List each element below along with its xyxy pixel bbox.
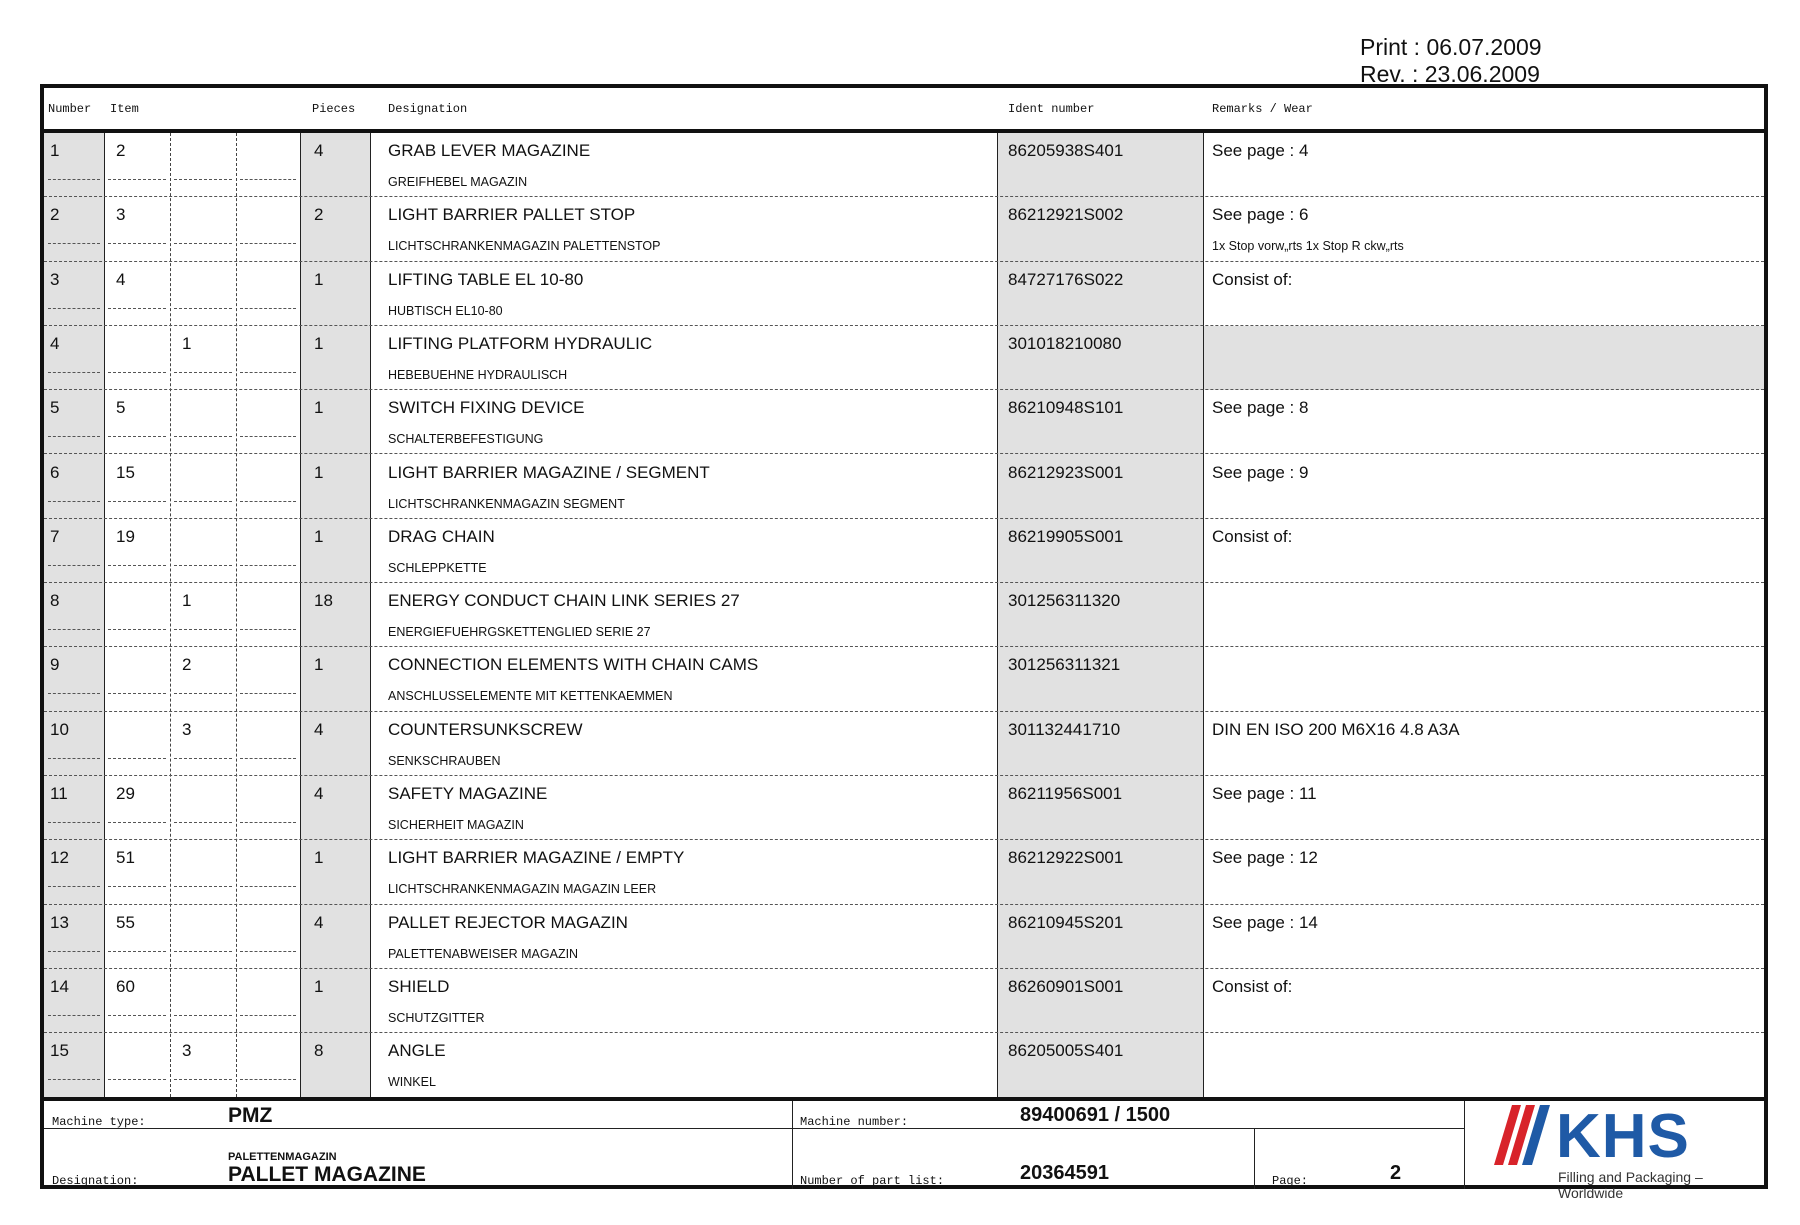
row-designation-de: SCHLEPPKETTE [388, 560, 487, 575]
row-number: 2 [50, 205, 60, 225]
row-midline [240, 179, 296, 180]
row-midline [108, 1015, 166, 1016]
row-midline [48, 629, 100, 630]
row-midline [174, 243, 232, 244]
row-midline [48, 501, 100, 502]
row-item: 2 [116, 141, 126, 160]
row-remarks: Consist of: [1212, 269, 1293, 289]
row-designation-de: HUBTISCH EL10-80 [388, 303, 503, 318]
row-ident-number: 86212922S001 [1008, 848, 1124, 868]
row-subitem: 1 [182, 333, 192, 353]
row-pieces: 1 [314, 269, 324, 289]
row-midline [174, 179, 232, 180]
parts-table [44, 133, 1764, 1097]
revision-date: Rev. : 23.06.2009 [1360, 61, 1540, 87]
row-designation: ENERGY CONDUCT CHAIN LINK SERIES 27 [388, 591, 740, 611]
row-designation: LIGHT BARRIER MAGAZINE / EMPTY [388, 848, 685, 868]
row-designation-de: SCHALTERBEFESTIGUNG [388, 432, 544, 447]
row-pieces: 1 [314, 655, 324, 675]
row-midline [108, 693, 166, 694]
row-midline [174, 693, 232, 694]
table-row [44, 647, 1764, 711]
row-pieces: 4 [314, 719, 324, 739]
row-remarks: See page : 6 [1212, 205, 1309, 225]
row-midline [48, 243, 100, 244]
row-midline [108, 179, 166, 180]
row-midline [240, 951, 296, 952]
row-designation: LIGHT BARRIER MAGAZINE / SEGMENT [388, 462, 710, 482]
row-subitem: 1 [182, 591, 192, 611]
row-number: 1 [50, 141, 60, 160]
row-midline [48, 372, 100, 373]
row-midline [174, 1079, 232, 1080]
column-header-row [44, 88, 1764, 133]
row-designation: COUNTERSUNKSCREW [388, 719, 583, 739]
title-divider [44, 1128, 792, 1129]
row-midline [240, 501, 296, 502]
row-midline [174, 308, 232, 309]
row-midline [48, 1079, 100, 1080]
row-pieces: 1 [314, 526, 324, 546]
khs-tagline: Filling and Packaging – Worldwide [1558, 1169, 1703, 1201]
table-row [44, 969, 1764, 1033]
row-pieces: 18 [314, 591, 333, 611]
row-midline [108, 1079, 166, 1080]
row-item: 4 [116, 269, 126, 289]
row-remarks: See page : 11 [1212, 784, 1317, 803]
row-designation-de: HEBEBUEHNE HYDRAULISCH [388, 367, 568, 382]
print-date: Print : 06.07.2009 [1360, 34, 1542, 60]
row-midline [48, 886, 100, 887]
row-number: 3 [50, 269, 60, 289]
row-midline [48, 822, 100, 823]
col-designation: Designation [388, 102, 468, 116]
title-divider [792, 1101, 793, 1189]
row-item: 29 [116, 784, 135, 803]
row-number: 7 [50, 526, 60, 546]
row-midline [48, 758, 100, 759]
col-remarks: Remarks / Wear [1212, 102, 1313, 116]
table-row [44, 776, 1764, 840]
row-pieces: 1 [314, 976, 324, 996]
row-midline [108, 501, 166, 502]
row-midline [240, 758, 296, 759]
col-item: Item [110, 102, 139, 116]
designation-de-value: PALETTENMAGAZIN [228, 1151, 337, 1163]
row-pieces: 4 [314, 141, 324, 160]
row-pieces: 1 [314, 462, 324, 482]
row-remarks-detail: 1x Stop vorw„rts 1x Stop R ckw„rts [1212, 239, 1404, 254]
row-midline [174, 951, 232, 952]
row-remarks: DIN EN ISO 200 M6X16 4.8 A3A [1212, 719, 1460, 739]
row-midline [240, 1015, 296, 1016]
row-midline [174, 886, 232, 887]
row-midline [108, 886, 166, 887]
row-subitem: 3 [182, 719, 192, 739]
row-ident-number: 301256311320 [1008, 591, 1121, 611]
table-row [44, 840, 1764, 904]
machine-type-value: PMZ [228, 1104, 273, 1127]
row-designation-de: SCHUTZGITTER [388, 1010, 485, 1025]
row-designation: GRAB LEVER MAGAZINE [388, 141, 591, 160]
row-item: 19 [116, 526, 135, 546]
row-ident-number: 86260901S001 [1008, 976, 1124, 996]
row-midline [108, 951, 166, 952]
row-midline [240, 372, 296, 373]
row-designation-de: SICHERHEIT MAGAZIN [388, 818, 524, 832]
table-row [44, 262, 1764, 326]
row-designation-de: SENKSCHRAUBEN [388, 753, 501, 768]
row-midline [48, 693, 100, 694]
row-designation-de: WINKEL [388, 1075, 436, 1090]
row-item: 60 [116, 976, 135, 996]
row-midline [48, 951, 100, 952]
row-ident-number: 86212923S001 [1008, 462, 1124, 482]
row-remarks: See page : 9 [1212, 462, 1309, 482]
col-pieces: Pieces [312, 102, 356, 116]
row-number: 6 [50, 462, 60, 482]
row-number: 9 [50, 655, 60, 675]
row-midline [174, 436, 232, 437]
row-number: 14 [50, 976, 69, 996]
row-midline [108, 436, 166, 437]
table-row [44, 519, 1764, 583]
row-item: 55 [116, 912, 135, 932]
row-midline [174, 372, 232, 373]
row-midline [174, 1015, 232, 1016]
print-date-block [1360, 34, 1542, 88]
row-midline [240, 1079, 296, 1080]
title-divider [1254, 1128, 1255, 1189]
row-midline [108, 629, 166, 630]
row-designation: DRAG CHAIN [388, 526, 495, 546]
row-ident-number: 84727176S022 [1008, 269, 1124, 289]
row-designation: LIGHT BARRIER PALLET STOP [388, 205, 636, 225]
row-number: 8 [50, 591, 60, 611]
row-remarks: See page : 14 [1212, 912, 1318, 932]
row-designation: SAFETY MAGAZINE [388, 784, 548, 803]
col-ident: Ident number [1008, 102, 1095, 116]
row-number: 4 [50, 333, 60, 353]
row-pieces: 1 [314, 848, 324, 868]
row-designation-de: LICHTSCHRANKENMAGAZIN PALETTENSTOP [388, 239, 661, 254]
col-number: Number [48, 102, 92, 116]
row-midline [174, 501, 232, 502]
row-midline [240, 693, 296, 694]
row-ident-number: 86210945S201 [1008, 912, 1124, 932]
khs-logo [1464, 1102, 1764, 1201]
row-midline [240, 436, 296, 437]
row-midline [240, 629, 296, 630]
row-number: 15 [50, 1041, 69, 1061]
row-designation-de: PALETTENABWEISER MAGAZIN [388, 946, 579, 961]
row-pieces: 2 [314, 205, 324, 225]
row-number: 10 [50, 719, 69, 739]
row-ident-number: 301256311321 [1008, 655, 1121, 675]
row-designation: CONNECTION ELEMENTS WITH CHAIN CAMS [388, 655, 759, 675]
khs-brand: KHS [1556, 1102, 1690, 1171]
table-row [44, 197, 1764, 261]
row-remarks: Consist of: [1212, 976, 1293, 996]
row-midline [240, 243, 296, 244]
machine-number-value: 89400691 / 1500 [1020, 1104, 1171, 1126]
row-designation: ANGLE [388, 1041, 446, 1061]
row-midline [108, 565, 166, 566]
row-ident-number: 86205005S401 [1008, 1041, 1124, 1061]
table-row [44, 712, 1764, 776]
row-remarks: See page : 12 [1212, 848, 1318, 868]
row-midline [174, 629, 232, 630]
row-subitem: 2 [182, 655, 192, 675]
row-midline [174, 565, 232, 566]
row-midline [240, 308, 296, 309]
row-ident-number: 86211956S001 [1008, 784, 1123, 803]
table-row [44, 133, 1764, 197]
machine-number-label: Machine number: [800, 1115, 909, 1129]
partlist-value: 20364591 [1020, 1162, 1109, 1184]
row-number: 11 [50, 784, 68, 803]
row-ident-number: 86212921S002 [1008, 205, 1124, 225]
row-number: 5 [50, 398, 60, 418]
row-midline [174, 758, 232, 759]
row-midline [240, 886, 296, 887]
row-designation: SWITCH FIXING DEVICE [388, 398, 585, 418]
row-item: 15 [116, 462, 135, 482]
row-ident-number: 301018210080 [1008, 333, 1122, 353]
table-row [44, 390, 1764, 454]
row-pieces: 4 [314, 912, 324, 932]
row-midline [48, 179, 100, 180]
page-value: 2 [1390, 1162, 1402, 1184]
row-midline [48, 436, 100, 437]
row-ident-number: 301132441710 [1008, 719, 1121, 739]
row-remarks: See page : 8 [1212, 398, 1309, 418]
row-designation: PALLET REJECTOR MAGAZIN [388, 912, 628, 932]
row-ident-number: 86205938S401 [1008, 141, 1124, 160]
row-pieces: 1 [314, 333, 324, 353]
row-designation-de: LICHTSCHRANKENMAGAZIN SEGMENT [388, 496, 625, 511]
row-subitem: 3 [182, 1041, 192, 1061]
title-block [44, 1097, 1764, 1201]
row-number: 13 [50, 912, 69, 932]
row-midline [48, 308, 100, 309]
row-number: 12 [50, 848, 69, 868]
partlist-label: Number of part list: [800, 1174, 945, 1188]
row-designation-de: LICHTSCHRANKENMAGAZIN MAGAZIN LEER [388, 882, 657, 897]
row-remarks: Consist of: [1212, 526, 1293, 546]
table-row [44, 455, 1764, 519]
designation-value: PALLET MAGAZINE [228, 1163, 426, 1186]
row-midline [108, 372, 166, 373]
row-pieces: 4 [314, 784, 324, 803]
row-remarks: See page : 4 [1212, 141, 1309, 160]
table-row [44, 905, 1764, 969]
row-item: 3 [116, 205, 126, 225]
table-row [44, 583, 1764, 647]
row-pieces: 1 [314, 398, 324, 418]
row-midline [108, 822, 166, 823]
row-designation: LIFTING PLATFORM HYDRAULIC [388, 333, 653, 353]
row-midline [108, 243, 166, 244]
row-midline [108, 308, 166, 309]
row-designation-de: ENERGIEFUEHRGSKETTENGLIED SERIE 27 [388, 625, 651, 640]
table-row [44, 326, 1764, 390]
row-designation: SHIELD [388, 976, 450, 996]
parts-list-frame [40, 84, 1768, 1201]
row-designation: LIFTING TABLE EL 10-80 [388, 269, 584, 289]
machine-type-label: Machine type: [52, 1115, 146, 1129]
row-designation-de: GREIFHEBEL MAGAZIN [388, 175, 528, 189]
row-midline [48, 565, 100, 566]
row-ident-number: 86219905S001 [1008, 526, 1124, 546]
designation-label: Designation: [52, 1174, 139, 1188]
row-midline [174, 822, 232, 823]
table-row [44, 1033, 1764, 1097]
page-label: Page: [1272, 1174, 1309, 1188]
row-midline [240, 822, 296, 823]
row-designation-de: ANSCHLUSSELEMENTE MIT KETTENKAEMMEN [388, 689, 673, 704]
row-midline [48, 1015, 100, 1016]
row-item: 51 [116, 848, 135, 868]
row-midline [108, 758, 166, 759]
row-midline [240, 565, 296, 566]
row-item: 5 [116, 398, 126, 418]
row-ident-number: 86210948S101 [1008, 398, 1124, 418]
row-pieces: 8 [314, 1041, 324, 1061]
